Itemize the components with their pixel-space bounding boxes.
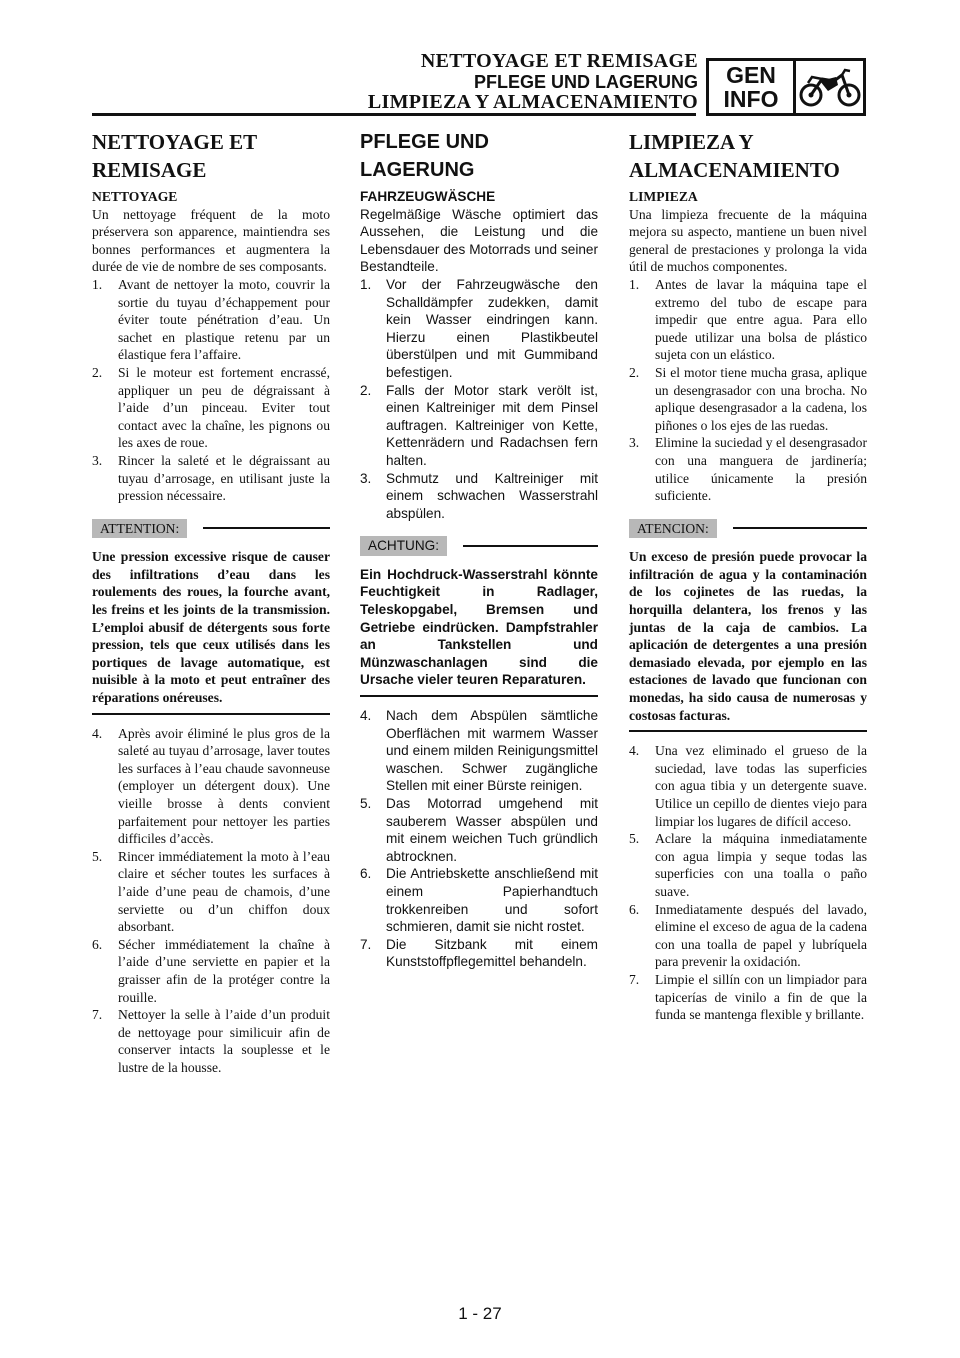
- list-text: Avant de nettoyer la moto, couvrir la sortie du tuyau d’échappement pour éviter toute pénétration d’eau. Un sachet en plastique retenu par un élastique fera l’affaire.: [118, 276, 330, 363]
- section-title-line2: ALMACENAMIENTO: [629, 158, 840, 182]
- step-list-a: [360, 276, 598, 522]
- list-number: 1.: [360, 276, 372, 292]
- warning-box: [92, 519, 330, 715]
- list-text: Schmutz und Kaltreiniger mit einem schwachen Wasserstrahl abspülen.: [386, 470, 598, 521]
- warning-text: Une pression excessive risque de causer des infiltrations d’eau dans les roulements des roues, la fourche avant, les freins et les joints de la transmission. L’emploi abusif de détergents sous forte pression, tels que ceux utilisés dans les portiques de lavage automatique, est nuisible à la moto et peut entraîner des réparations onéreuses.: [92, 549, 330, 706]
- list-item: [629, 434, 867, 504]
- list-text: Inmediatamente después del lavado, elimine el exceso de agua de la cadena con una toalla de papel y lubríquela para prevenir la oxidación.: [655, 901, 867, 970]
- section-title-line1: LIMPIEZA Y: [629, 130, 754, 154]
- warning-box: [360, 536, 598, 697]
- warning-text: Un exceso de presión puede provocar la infiltración de agua y la contaminación de los cojinetes de las ruedas, la horquilla delantera, los frenos y las juntas de la caja de cambios. La aplicación de detergentes a una presión demasiado elevada, por ejemplo en las estaciones de lavado que funcionan con monedas, ha sido causa de numerosas y costosas facturas.: [629, 549, 867, 723]
- warning-text: Ein Hochdruck-Wasserstrahl könnte Feuchtigkeit in Radlager, Teleskopgabel, Bremsen und Getriebe eindrücken. Dampfstrahler an Tankstellen und Münzwaschanlagen sind die Ursache vieler teuren Reparaturen.: [360, 566, 598, 688]
- warning-label: ACHTUNG:: [360, 536, 447, 556]
- list-number: 7.: [92, 1007, 103, 1023]
- list-number: 6.: [360, 866, 372, 882]
- column-german: [360, 128, 598, 971]
- list-item: [360, 795, 598, 865]
- step-list-a: [92, 276, 330, 505]
- badge-label: [709, 61, 796, 113]
- page-number: 1 - 27: [458, 1304, 502, 1323]
- divider: [360, 695, 598, 697]
- column-spanish: [629, 128, 867, 1024]
- list-item: [92, 276, 330, 364]
- list-item: [360, 865, 598, 935]
- subsection-title: FAHRZEUGWÄSCHE: [360, 189, 496, 204]
- list-item: [92, 725, 330, 848]
- step-list-b: [360, 707, 598, 971]
- divider: [463, 545, 598, 547]
- header-title-es: LIMPIEZA Y ALMACENAMIENTO: [367, 91, 698, 113]
- list-item: [360, 276, 598, 382]
- list-text: Si le moteur est fortement encrassé, appliquer un peu de dégraissant à l’aide d’un pinceau. Eviter tout contact avec la chaîne, les pignons ou les axes de roue.: [118, 364, 330, 451]
- motorcycle-icon: [796, 61, 863, 113]
- list-text: Die Antriebskette anschließend mit einem Papierhandtuch trokkenreiben und sofort schmieren, damit sie nicht rostet.: [386, 866, 598, 935]
- divider: [203, 527, 330, 529]
- list-item: [92, 1006, 330, 1076]
- list-text: Après avoir éliminé le plus gros de la saleté au tuyau d’arrosage, laver toutes les surfaces à l’eau chaude savonneuse (employer un détergent doux). Une vieille brosse à dents convient parfaitement pour nettoyer les parties difficiles d’accès.: [118, 725, 330, 847]
- list-number: 2.: [360, 382, 372, 398]
- list-text: Nach dem Abspülen sämtliche Oberflächen mit warmem Wasser und einem milden Reinigungsmittel waschen. Schwer zugängliche Stellen mit einer Bürste reinigen.: [386, 708, 598, 794]
- list-item: [629, 364, 867, 434]
- list-number: 4.: [360, 708, 372, 724]
- subsection-title: LIMPIEZA: [629, 189, 698, 204]
- section-title: [360, 128, 598, 184]
- list-number: 5.: [92, 848, 103, 864]
- intro-paragraph: Un nettoyage fréquent de la moto préservera son apparence, maintiendra ses bonnes performances et augmentera la durée de vie de nombre de ses composants.: [92, 206, 330, 275]
- list-text: Limpie el sillín con un limpiador para tapicerías de vinilo a fin de que la funda se mantenga flexible y brillante.: [655, 971, 867, 1023]
- list-item: [629, 742, 867, 830]
- list-number: 6.: [629, 901, 640, 917]
- list-number: 6.: [92, 936, 103, 952]
- list-number: 5.: [629, 831, 640, 847]
- list-number: 3.: [360, 470, 372, 486]
- header-rule: [92, 113, 696, 116]
- list-text: Die Sitzbank mit einem Kunststoffpflegemittel behandeln.: [386, 936, 598, 970]
- list-text: Antes de lavar la máquina tape el extremo del tubo de escape para impedir que entre agua. Para ello puede utilizar una bolsa de plástico sujeta con un elástico.: [655, 276, 867, 363]
- list-text: Rincer immédiatement la moto à l’eau claire et sécher toutes les surfaces à l’aide d’une peau de chamois, d’une serviette ou d’un chiffon doux absorbant.: [118, 848, 330, 935]
- list-item: [92, 452, 330, 505]
- badge-line1: GEN: [726, 62, 776, 88]
- list-number: 2.: [92, 364, 103, 380]
- section-badge: [706, 58, 866, 116]
- section-title-line1: NETTOYAGE ET: [92, 130, 258, 154]
- list-number: 7.: [629, 971, 640, 987]
- list-number: 5.: [360, 796, 372, 811]
- list-number: 4.: [629, 743, 640, 759]
- list-number: 4.: [92, 725, 103, 741]
- list-item: [360, 382, 598, 470]
- section-title-line2: REMISAGE: [92, 158, 207, 182]
- list-item: [360, 936, 598, 971]
- list-item: [92, 848, 330, 936]
- list-number: 3.: [92, 452, 103, 468]
- step-list-b: [92, 725, 330, 1077]
- list-number: 7.: [360, 936, 372, 952]
- list-number: 1.: [92, 276, 103, 292]
- list-text: Sécher immédiatement la chaîne à l’aide d’une serviette en papier et la graisser afin de la protéger contre la rouille.: [118, 936, 330, 1005]
- list-text: Aclare la máquina inmediatamente con agua limpia y seque todas las superficies con una toalla o paño suave.: [655, 831, 867, 899]
- list-item: [629, 276, 867, 364]
- list-item: [92, 364, 330, 452]
- header-title-fr: NETTOYAGE ET REMISAGE: [420, 50, 698, 72]
- header-title-de: PFLEGE UND LAGERUNG: [473, 72, 698, 92]
- divider: [733, 527, 867, 529]
- list-number: 3.: [629, 435, 640, 451]
- list-text: Una vez eliminado el grueso de la suciedad, lave todas las superficies con agua tibia y un detergente suave. Utilice un cepillo de dientes viejo para limpiar los lugares de difícil acceso.: [655, 743, 867, 829]
- list-text: Nettoyer la selle à l’aide d’un produit de nettoyage pour similicuir afin de conserver intacts la souplesse et le lustre de la housse.: [118, 1007, 330, 1075]
- list-text: Si el motor tiene mucha grasa, aplique un desengrasador con una brocha. No aplique desengrasador a la cadena, los piñones o los ejes de las ruedas.: [655, 364, 867, 433]
- section-title: [92, 128, 330, 184]
- warning-label: ATENCION:: [629, 519, 717, 539]
- intro-paragraph: Una limpieza frecuente de la máquina mejora su aspecto, mantiene un buen nivel general de prestaciones y prolonga la vida útil de muchos componentes.: [629, 206, 867, 275]
- list-item: [360, 470, 598, 523]
- list-text: Vor der Fahrzeugwäsche den Schalldämpfer zudekken, damit kein Wasser eindringen kann. Hierzu einen Plastikbeutel überstülpen und mit Gummiband befestigen.: [386, 276, 598, 380]
- intro-paragraph: Regelmäßige Wäsche optimiert das Aussehen, die Leistung und die Lebensdauer des Motorrads und seiner Bestandteile.: [360, 206, 598, 275]
- column-french: [92, 128, 330, 1077]
- warning-box: [629, 519, 867, 733]
- list-item: [629, 971, 867, 1024]
- list-number: 2.: [629, 364, 640, 380]
- list-text: Das Motorrad umgehend mit sauberem Wasser abspülen und mit einem weichen Tuch gründlich abtrocknen.: [386, 796, 598, 864]
- section-title-line1: PFLEGE UND: [360, 131, 489, 153]
- section-title: [629, 128, 867, 184]
- step-list-b: [629, 742, 867, 1024]
- list-item: [629, 830, 867, 900]
- list-text: Rincer la saleté et le dégraissant au tuyau d’arrosage, en utilisant juste la pression nécessaire.: [118, 452, 330, 504]
- section-title-line2: LAGERUNG: [360, 159, 475, 181]
- divider: [92, 713, 330, 715]
- list-number: 1.: [629, 276, 640, 292]
- list-item: [92, 936, 330, 1006]
- step-list-a: [629, 276, 867, 505]
- list-item: [629, 901, 867, 971]
- list-item: [360, 707, 598, 795]
- divider: [629, 730, 867, 732]
- badge-line2: INFO: [723, 86, 779, 112]
- list-text: Elimine la suciedad y el desengrasador con una manguera de jardinería; utilice únicamente la presión suficiente.: [655, 435, 867, 504]
- warning-label: ATTENTION:: [92, 519, 187, 539]
- subsection-title: NETTOYAGE: [92, 189, 178, 204]
- list-text: Falls der Motor stark verölt ist, einen Kaltreiniger mit dem Pinsel auftragen. Kaltreiniger von Kette, Kettenrädern und Radachsen fern halten.: [386, 382, 598, 468]
